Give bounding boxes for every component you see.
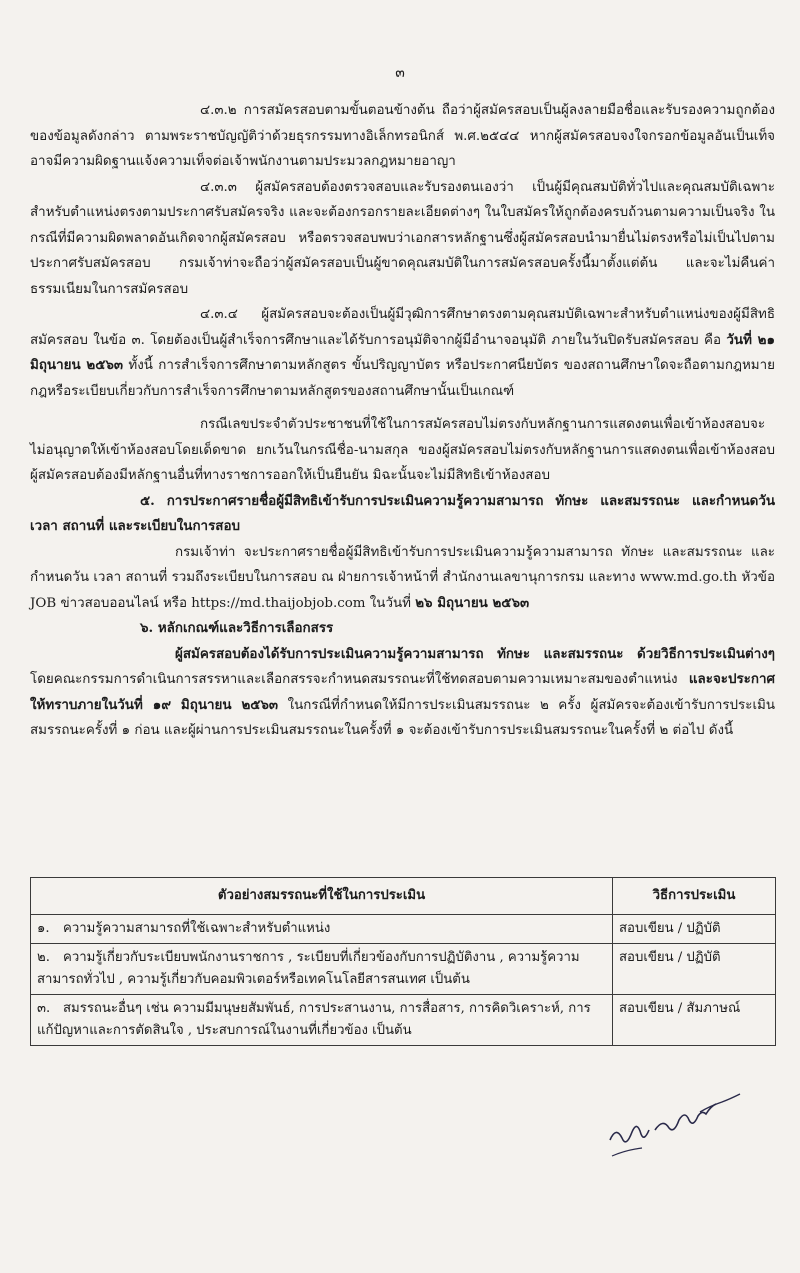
- row-text: ความรู้เกี่ยวกับระเบียบพนักงานราชการ , ระเบียบที่เกี่ยวข้องกับการปฏิบัติงาน , ความรู้ความสามารถทั่วไป , ความรู้เกี่ยวกับคอมพิวเตอร์หรือเทคโนโลยีสารสนเทศ เป็นต้น: [37, 950, 580, 987]
- row-number: ๑.: [37, 921, 50, 936]
- table-header-method: วิธีการประเมิน: [613, 878, 776, 915]
- table-cell-method: สอบเขียน / ปฏิบัติ: [613, 944, 776, 995]
- announcement-date: ๒๖ มิถุนายน ๒๕๖๓: [415, 594, 530, 611]
- table-header-competency: ตัวอย่างสมรรถนะที่ใช้ในการประเมิน: [31, 878, 613, 915]
- table-cell-competency: [31, 944, 613, 995]
- paragraph-4-3-3: ๔.๓.๓ ผู้สมัครสอบต้องตรวจสอบและรับรองตนเองว่า เป็นผู้มีคุณสมบัติทั่วไปและคุณสมบัติเฉพาะสำหรับตำแหน่งตรงตามประกาศรับสมัครจริง และจะต้องกรอกรายละเอียดต่างๆ ในใบสมัครให้ถูกต้องครบถ้วนตามความเป็นจริง ในกรณีที่มีความผิดพลาดอันเกิดจากผู้สมัครสอบ หรือตรวจสอบพบว่าเอกสารหลักฐานซึ่งผู้สมัครสอบนำมายื่นไม่ตรงหรือไม่เป็นไปตามประกาศรับสมัครสอบ กรมเจ้าท่าจะถือว่าผู้สมัครสอบเป็นผู้ขาดคุณสมบัติในการสมัครสอบครั้งนี้มาตั้งแต่ต้น และจะไม่คืนค่าธรรมเนียมในการสมัครสอบ: [30, 179, 775, 297]
- competency-table: [30, 877, 776, 1046]
- row-number: ๓.: [37, 1001, 51, 1016]
- paragraph-4-3-2: ๔.๓.๒ การสมัครสอบตามขั้นตอนข้างต้น ถือว่าผู้สมัครสอบเป็นผู้ลงลายมือชื่อและรับรองความถูกต้องของข้อมูลดังกล่าว ตามพระราชบัญญัติว่าด้วยธุรกรรมทางอิเล็กทรอนิกส์ พ.ศ.๒๕๔๔ หากผู้สมัครสอบจงใจกรอกข้อมูลอันเป็นเท็จ อาจมีความผิดฐานแจ้งความเท็จต่อเจ้าพนักงานตามประมวลกฎหมายอาญา: [30, 103, 775, 169]
- table-cell-competency: [31, 995, 613, 1046]
- table-cell-competency: [31, 915, 613, 944]
- table-cell-method: สอบเขียน / สัมภาษณ์: [613, 995, 776, 1046]
- table-header-row: [31, 878, 776, 915]
- paragraph-section-5-text: กรมเจ้าท่า จะประกาศรายชื่อผู้มีสิทธิเข้ารับการประเมินความรู้ความสามารถ ทักษะ และสมรรถนะ และ กำหนดวัน เวลา สถานที่ รวมถึงระเบียบในการสอบ ณ ฝ่ายการเจ้าหน้าที่ สำนักงานเลขานุการกรม และทาง www.md.go.th หัวข้อ JOB ข่าวสอบออนไลน์ หรือ https://md.thaijobjob.com ในวันที่: [30, 544, 775, 611]
- row-text: ความรู้ความสามารถที่ใช้เฉพาะสำหรับตำแหน่ง: [63, 921, 331, 936]
- table-row: [31, 944, 776, 995]
- document-body: [30, 98, 775, 744]
- handwritten-signature: [600, 1090, 770, 1170]
- paragraph-4-3-4-part-b: ทั้งนี้ การสำเร็จการศึกษาตามหลักสูตร ขั้นปริญญาบัตร หรือประกาศนียบัตร ของสถานศึกษาใดจะถือตามกฎหมาย กฎหรือระเบียบเกี่ยวกับการสำเร็จการศึกษาตามหลักสูตรของสถานศึกษานั้นเป็นเกณฑ์: [30, 358, 775, 399]
- application-close-date: วันที่ ๒๑ มิถุนายน ๒๕๖๓: [30, 331, 775, 373]
- paragraph-4-3-4: [30, 302, 775, 404]
- table-row: [31, 915, 776, 944]
- paragraph-section-6: [30, 642, 775, 744]
- paragraph-section-6-end: ในกรณีที่กำหนดให้มีการประเมินสมรรถนะ ๒ ครั้ง ผู้สมัครจะต้องเข้ารับการประเมินสมรรถนะครั้งที่ ๑ ก่อน และผู้ผ่านการประเมินสมรรถนะในครั้งที่ ๑ จะต้องเข้ารับการประเมินสมรรถนะในครั้งที่ ๒ ต่อไป ดังนี้: [30, 697, 775, 738]
- row-text: สมรรถนะอื่นๆ เช่น ความมีมนุษยสัมพันธ์, การประสานงาน, การสื่อสาร, การคิดวิเคราะห์, การแก้ปัญหาและการตัดสินใจ , ประสบการณ์ในงานที่เกี่ยวข้อง เป็นต้น: [37, 1001, 591, 1038]
- paragraph-4-3-4-part-a: ๔.๓.๔ ผู้สมัครสอบจะต้องเป็นผู้มีวุฒิการศึกษาตรงตามคุณสมบัติเฉพาะสำหรับตำแหน่งของผู้มีสิทธิสมัครสอบ ในข้อ ๓. โดยต้องเป็นผู้สำเร็จการศึกษาและได้รับการอนุมัติจากผู้มีอำนาจอนุมัติ ภายในวันปิดรับสมัครสอบ คือ: [30, 307, 775, 348]
- paragraph-section-5: [30, 540, 775, 617]
- heading-section-6: ๖. หลักเกณฑ์และวิธีการเลือกสรร: [140, 620, 334, 636]
- page-number: ๓: [395, 65, 405, 81]
- competency-announce-date: และจะประกาศให้ทราบภายในวันที่ ๑๙ มิถุนายน ๒๕๖๓: [30, 671, 775, 713]
- heading-section-5: ๕. การประกาศรายชื่อผู้มีสิทธิเข้ารับการประเมินความรู้ความสามารถ ทักษะ และสมรรถนะ และกำหนดวัน เวลา สถานที่ และระเบียบในการสอบ: [30, 492, 775, 534]
- paragraph-id-mismatch: กรณีเลขประจำตัวประชาชนที่ใช้ในการสมัครสอบไม่ตรงกับหลักฐานการแสดงตนเพื่อเข้าห้องสอบจะไม่อนุญาตให้เข้าห้องสอบโดยเด็ดขาด ยกเว้นในกรณีชื่อ-นามสกุล ของผู้สมัครสอบไม่ตรงกับหลักฐานการแสดงตนเพื่อเข้าห้องสอบ ผู้สมัครสอบต้องมีหลักฐานอื่นที่ทางราชการออกให้เป็นยืนยัน มิฉะนั้นจะไม่มีสิทธิเข้าห้องสอบ: [30, 417, 775, 483]
- row-number: ๒.: [37, 950, 50, 965]
- paragraph-section-6-lead: ผู้สมัครสอบต้องได้รับการประเมินความรู้ความสามารถ ทักษะ และสมรรถนะ ด้วยวิธีการประเมินต่างๆ: [175, 645, 775, 662]
- table-cell-method: สอบเขียน / ปฏิบัติ: [613, 915, 776, 944]
- table-row: [31, 995, 776, 1046]
- paragraph-section-6-mid: โดยคณะกรรมการดำเนินการสรรหาและเลือกสรรจะกำหนดสมรรถนะที่ใช้ทดสอบตามความเหมาะสมของตำแหน่ง: [30, 672, 689, 687]
